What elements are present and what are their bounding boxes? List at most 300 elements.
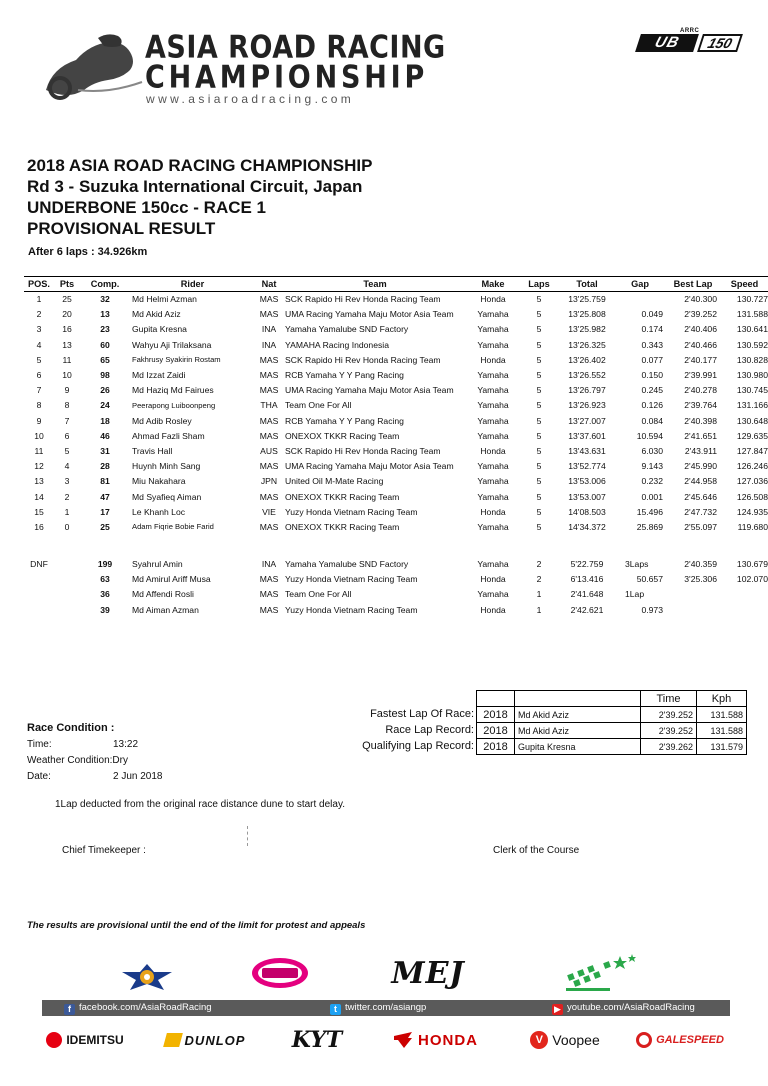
cell-rider: Md Izzat Zaidi [132,370,186,381]
results-table [24,276,768,617]
header-nat: Nat [255,277,283,292]
cell-best-lap: 2'47.732 [684,506,717,517]
cell-rider: Md Aiman Azman [132,604,199,615]
cell-laps: 5 [536,354,542,365]
cell-team: Team One For All [285,589,352,600]
header-team: Team [283,277,467,292]
result-row [24,352,768,367]
cell-laps: 5 [536,476,542,487]
cell-gap: 0.973 [641,604,663,615]
cell-laps: 5 [536,506,542,517]
cell-rider: Travis Hall [132,445,173,456]
cell-rider: Md Amirul Ariff Musa [132,574,211,585]
cell-rider: Md Akid Aziz [132,309,181,320]
cell-team: SCK Rapido Hi Rev Honda Racing Team [285,445,441,456]
cell-pts: 1 [64,506,70,517]
cell-pts: 7 [64,415,70,426]
cell-pos: 4 [36,339,42,350]
cell-rider: Syahrul Amin [132,559,183,570]
cell-speed: 130.648 [736,415,768,426]
cell-nat: MAS [259,309,279,320]
cell-pts [54,557,80,572]
cell-comp: 36 [100,589,110,600]
cell-comp: 39 [100,604,110,615]
cell-pts: 16 [62,324,72,335]
record-time: 2'39.252 [641,723,697,739]
cell-pts: 10 [62,370,72,381]
cell-laps: 1 [536,604,542,615]
cell-make: Yamaha [477,324,509,335]
cell-nat: INA [261,339,277,350]
cell-speed: 126.508 [736,491,768,502]
facebook-link[interactable] [64,1000,212,1016]
mej-logo-text: MEJ [391,955,465,991]
result-row [24,398,768,413]
cell-make: Yamaha [477,385,509,396]
records-labels [340,706,474,754]
cell-total: 2'41.648 [570,589,604,600]
cell-laps: 5 [536,400,542,411]
cell-pts: 9 [64,385,70,396]
cell-make: Honda [480,604,506,615]
record-time: 2'39.262 [641,739,697,755]
sponsor-logos-row1 [0,950,768,1000]
cell-pts: 0 [64,521,70,532]
weather-condition: Weather Condition:Dry [27,755,128,766]
cell-total: 13'26.325 [568,339,606,350]
cell-nat: MAS [259,385,279,396]
cell-team: SCK Rapido Hi Rev Honda Racing Team [285,354,441,365]
kyt-logo [282,1026,352,1054]
weather-row [27,753,128,769]
cell-rider: Md Haziq Md Fairues [132,385,214,396]
cell-make: Honda [480,354,506,365]
cell-make: Honda [480,445,506,456]
voopee-logo [520,1028,610,1052]
youtube-link[interactable] [552,1000,695,1016]
cell-nat: MAS [259,574,279,585]
cell-speed: 130.592 [736,339,768,350]
logo-title-line1: ASIA ROAD RACING [145,30,446,66]
cell-laps: 1 [536,589,542,600]
results-header-row [24,277,768,292]
cell-best-lap: 2'39.252 [684,309,717,320]
cell-gap: 0.049 [641,309,663,320]
cell-pos: 3 [36,324,42,335]
race-time-row [27,737,139,753]
idemitsu-text: IDEMITSU [66,1033,124,1047]
cell-make: Honda [480,574,506,585]
cell-total: 13'25.982 [568,324,606,335]
cell-best-lap: 2'40.300 [684,294,717,305]
result-row [24,383,768,398]
cell-team: UMA Racing Yamaha Maju Motor Asia Team [285,461,454,472]
dunlop-text: DUNLOP [184,1032,246,1048]
cell-pos: 14 [34,491,44,502]
record-rider: Md Akid Aziz [515,723,641,739]
cell-speed: 119.680 [737,521,768,532]
cell-pts: 8 [64,400,70,411]
cell-pts: 3 [64,476,70,487]
cell-laps: 5 [536,324,542,335]
cell-speed [719,587,768,602]
cell-speed [719,602,768,617]
record-year: 2018 [477,723,515,739]
cell-speed: 126.246 [736,461,768,472]
cell-total: 13'37.601 [568,430,606,441]
cell-make: Yamaha [477,491,509,502]
arrc-tag: ARRC [680,28,700,34]
cell-comp: 60 [100,339,110,350]
record-time: 2'39.252 [641,707,697,723]
cell-rider: Miu Nakahara [132,476,186,487]
cell-speed: 129.635 [736,430,768,441]
cell-laps: 5 [536,339,542,350]
cell-rider: Fakhrusy Syakirin Rostam [132,355,221,365]
cell-gap: 15.496 [636,506,663,517]
cell-gap: 0.001 [641,491,663,502]
cell-team: Yamaha Yamalube SND Factory [285,559,409,570]
voopee-text: Voopee [552,1032,600,1048]
result-row [24,519,768,534]
twitter-link[interactable] [330,1000,426,1016]
cell-gap: 3Laps [625,559,649,570]
suzuka-circuit-logo [548,952,648,994]
cell-team: RCB Yamaha Y Y Pang Racing [285,415,404,426]
cell-comp: 28 [100,461,110,472]
cell-pts: 11 [62,354,72,365]
cell-total: 14'34.372 [568,521,606,532]
cell-gap: 0.343 [641,339,663,350]
facebook-url: facebook.com/AsiaRoadRacing [79,1002,212,1013]
cell-nat: MAS [259,415,279,426]
cell-pos: 8 [36,400,42,411]
cell-best-lap: 2'45.990 [684,461,717,472]
cell-nat: VIE [262,506,276,517]
logo-title-line2: CHAMPIONSHIP [145,60,429,96]
cell-pos [24,587,54,602]
cell-rider: Peerapong Luiboonpeng [132,400,216,410]
facebook-icon: f [64,1004,75,1015]
honda-logo [376,1028,496,1052]
twmc-logo [250,956,310,990]
cell-best-lap: 2'40.359 [684,559,717,570]
cell-make: Yamaha [477,370,509,381]
cell-pos: 10 [34,430,44,441]
records-header-blank [515,691,641,707]
record-year: 2018 [477,739,515,755]
cell-nat: MAS [259,370,279,381]
cell-speed: 130.727 [736,294,768,305]
cell-laps: 5 [536,521,542,532]
kyt-text: KYT [291,1027,343,1053]
result-row [24,504,768,519]
cell-gap: 0.126 [641,400,663,411]
cell-gap: 0.245 [641,385,663,396]
cell-gap [615,292,667,307]
cell-comp: 65 [100,354,110,365]
header-gap: Gap [615,277,667,292]
header-laps: Laps [519,277,559,292]
cell-total: 13'25.759 [568,294,606,305]
cell-best-lap: 2'40.398 [684,415,717,426]
honda-wing-icon [394,1032,412,1048]
record-row [477,707,747,723]
idemitsu-logo [40,1028,130,1052]
cell-pts: 20 [62,309,72,320]
cell-nat: MAS [259,521,279,532]
header-best-lap: Best Lap [667,277,719,292]
cell-laps: 5 [536,385,542,396]
cell-nat: MAS [259,589,279,600]
race-date-label: Date: [27,771,51,782]
record-label: Fastest Lap Of Race: [370,708,474,720]
cell-gap: 1Lap [625,589,645,600]
record-kph: 131.579 [697,739,747,755]
cell-comp: 13 [100,309,110,320]
cell-make: Yamaha [477,559,509,570]
provisional-disclaimer: The results are provisional until the end of the limit for protest and appeals [27,920,366,931]
cell-comp: 25 [100,521,110,532]
ub150-class-logo [638,30,744,54]
cell-make: Yamaha [477,430,509,441]
header-make: Make [467,277,519,292]
cell-total: 13'53.006 [568,476,606,487]
cell-laps: 5 [536,309,542,320]
records-header-row [477,691,747,707]
cell-comp: 81 [100,476,110,487]
header-comp: Comp. [80,277,130,292]
cell-best-lap: 2'40.177 [684,354,717,365]
dunlop-logo [150,1028,260,1052]
result-row [24,428,768,443]
cell-team: ONEXOX TKKR Racing Team [285,430,400,441]
cell-make: Honda [480,294,506,305]
cell-best-lap: 2'55.097 [684,521,717,532]
cell-total: 13'52.774 [568,461,606,472]
record-kph: 131.588 [697,723,747,739]
cell-best-lap: 2'45.646 [684,491,717,502]
cell-nat: INA [261,324,277,335]
cell-comp: 31 [100,445,110,456]
galespeed-text: GALESPEED [656,1034,724,1046]
cell-pos: 5 [36,354,42,365]
motorcycle-rider-icon [38,30,148,100]
round-title: Rd 3 - Suzuka International Circuit, Japan [27,177,363,196]
championship-title: 2018 ASIA ROAD RACING CHAMPIONSHIP [27,156,373,175]
cell-comp: 32 [100,294,110,305]
cell-pts: 5 [64,445,70,456]
cell-laps: 5 [536,430,542,441]
cell-make: Yamaha [477,461,509,472]
idemitsu-mark-icon [46,1032,62,1048]
cell-pts: 4 [64,461,70,472]
cell-comp: 24 [100,400,110,411]
records-header-kph: Kph [697,691,747,707]
cell-rider: Md Affendi Rosli [132,589,194,600]
cell-gap: 0.150 [641,370,663,381]
cell-rider: Md Syafieq Aiman [132,491,202,502]
cell-total: 13'43.631 [568,445,606,456]
clerk-of-course-signature: Clerk of the Course [493,845,580,856]
cell-pos: 11 [34,445,44,456]
race-condition-title: Race Condition : [27,722,115,734]
cell-laps: 5 [536,445,542,456]
result-row [24,602,768,617]
cell-gap: 0.077 [641,354,663,365]
cell-speed: 130.641 [736,324,768,335]
cell-gap: 0.084 [641,415,663,426]
cell-team: Yuzy Honda Vietnam Racing Team [285,604,418,615]
cell-nat: MAS [259,461,279,472]
cell-team: UMA Racing Yamaha Maju Motor Asia Team [285,385,454,396]
record-row [477,739,747,755]
cell-laps: 5 [536,294,542,305]
cell-nat: INA [261,559,277,570]
records-header-time: Time [641,691,697,707]
cell-speed: 127.036 [736,476,768,487]
race-condition-block [27,722,163,785]
cell-make: Yamaha [477,415,509,426]
cell-speed: 102.070 [736,574,768,585]
result-row [24,489,768,504]
cell-pos: 13 [34,476,44,487]
cell-best-lap: 2'39.991 [684,370,717,381]
record-kph: 131.588 [697,707,747,723]
result-status-title: PROVISIONAL RESULT [27,219,216,238]
cell-pts: 25 [62,294,72,305]
result-row [24,572,768,587]
separator-cell [24,535,768,557]
twitter-icon: t [330,1004,341,1015]
cell-best-lap: 2'40.406 [684,324,717,335]
cell-comp: 26 [100,385,110,396]
cell-rider: Huynh Minh Sang [132,461,201,472]
signature-mark [247,826,248,846]
cell-pos: 15 [34,506,44,517]
record-label: Race Lap Record: [385,724,474,736]
cell-total: 13'53.007 [568,491,606,502]
twitter-url: twitter.com/asiangp [345,1002,427,1013]
cell-team: Yuzy Honda Vietnam Racing Team [285,574,418,585]
cell-speed: 124.935 [736,506,768,517]
header-total: Total [559,277,615,292]
header-pts: Pts [54,277,80,292]
cell-gap: 25.869 [636,521,663,532]
race-title: UNDERBONE 150cc - RACE 1 [27,198,267,217]
cell-team: Team One For All [285,400,352,411]
cell-team: ONEXOX TKKR Racing Team [285,491,400,502]
cell-total: 13'26.797 [568,385,606,396]
result-row [24,413,768,428]
result-row [24,459,768,474]
mej-logo [380,956,476,990]
cell-rider: Gupita Kresna [132,324,187,335]
cell-speed: 130.980 [736,370,768,381]
cell-pos: 6 [36,370,42,381]
dnf-separator [24,535,768,557]
championship-logo [38,26,446,106]
cell-rider: Le Khanh Loc [132,506,186,517]
result-row [24,322,768,337]
cell-total: 2'42.621 [570,604,604,615]
cell-comp: 98 [100,370,110,381]
cell-best-lap: 2'41.651 [684,430,717,441]
cell-pos: 16 [34,521,44,532]
cell-pts [54,587,80,602]
cell-pos: 2 [36,309,42,320]
race-date-value: 2 Jun 2018 [113,771,163,782]
voopee-mark-icon: V [530,1031,548,1049]
cell-total: 13'26.552 [568,370,606,381]
cell-speed: 130.679 [736,559,768,570]
header-pos: POS. [24,277,54,292]
result-row [24,337,768,352]
sepang-circuit-logo [118,958,176,994]
cell-speed: 130.745 [736,385,768,396]
cell-team: Yamaha Yamalube SND Factory [285,324,409,335]
cell-speed: 131.166 [736,400,768,411]
result-row [24,367,768,382]
cell-gap: 10.594 [636,430,663,441]
cell-team: ONEXOX TKKR Racing Team [285,521,400,532]
cell-rider: Adam Fiqrie Bobie Farid [132,522,214,532]
cell-rider: Ahmad Fazli Sham [132,430,205,441]
cell-pos: 1 [36,294,42,305]
cell-speed: 130.828 [736,354,768,365]
cell-gap: 50.657 [636,574,663,585]
cell-best-lap: 2'44.958 [684,476,717,487]
cell-nat: THA [260,400,278,411]
cc-badge: 150 [697,34,743,52]
cell-pts: 13 [62,339,72,350]
cell-gap: 9.143 [641,461,663,472]
cell-comp: 63 [100,574,110,585]
cell-pts [54,572,80,587]
cell-pos: DNF [30,559,48,570]
cell-team: UMA Racing Yamaha Maju Motor Asia Team [285,309,454,320]
header-speed: Speed [719,277,768,292]
record-label: Qualifying Lap Record: [362,740,474,752]
record-rider: Md Akid Aziz [515,707,641,723]
cell-laps: 2 [536,559,542,570]
result-row [24,307,768,322]
cell-laps: 2 [536,574,542,585]
result-row [24,292,768,307]
cell-best-lap: 2'43.911 [684,445,717,456]
cell-total: 5'22.759 [570,559,604,570]
cell-team: United Oil M-Mate Racing [285,476,384,487]
cell-total: 13'26.923 [568,400,606,411]
cell-gap: 6.030 [641,445,663,456]
cell-best-lap [667,587,719,602]
cell-laps: 5 [536,461,542,472]
social-media-bar [42,1000,730,1016]
cell-team: SCK Rapido Hi Rev Honda Racing Team [285,294,441,305]
youtube-icon: ▶ [552,1004,563,1015]
honda-text: HONDA [418,1031,478,1049]
race-distance: After 6 laps : 34.926km [28,246,148,258]
cell-nat: AUS [260,445,278,456]
chief-timekeeper-signature: Chief Timekeeper : [62,845,146,856]
cell-pos: 7 [36,385,42,396]
cell-total: 13'25.808 [568,309,606,320]
sponsor-logos-row2 [0,1022,768,1058]
cell-pos: 12 [34,461,44,472]
cell-comp: 46 [100,430,110,441]
record-row [477,723,747,739]
distance-note: 1Lap deducted from the original race distance dune to start delay. [55,799,345,810]
